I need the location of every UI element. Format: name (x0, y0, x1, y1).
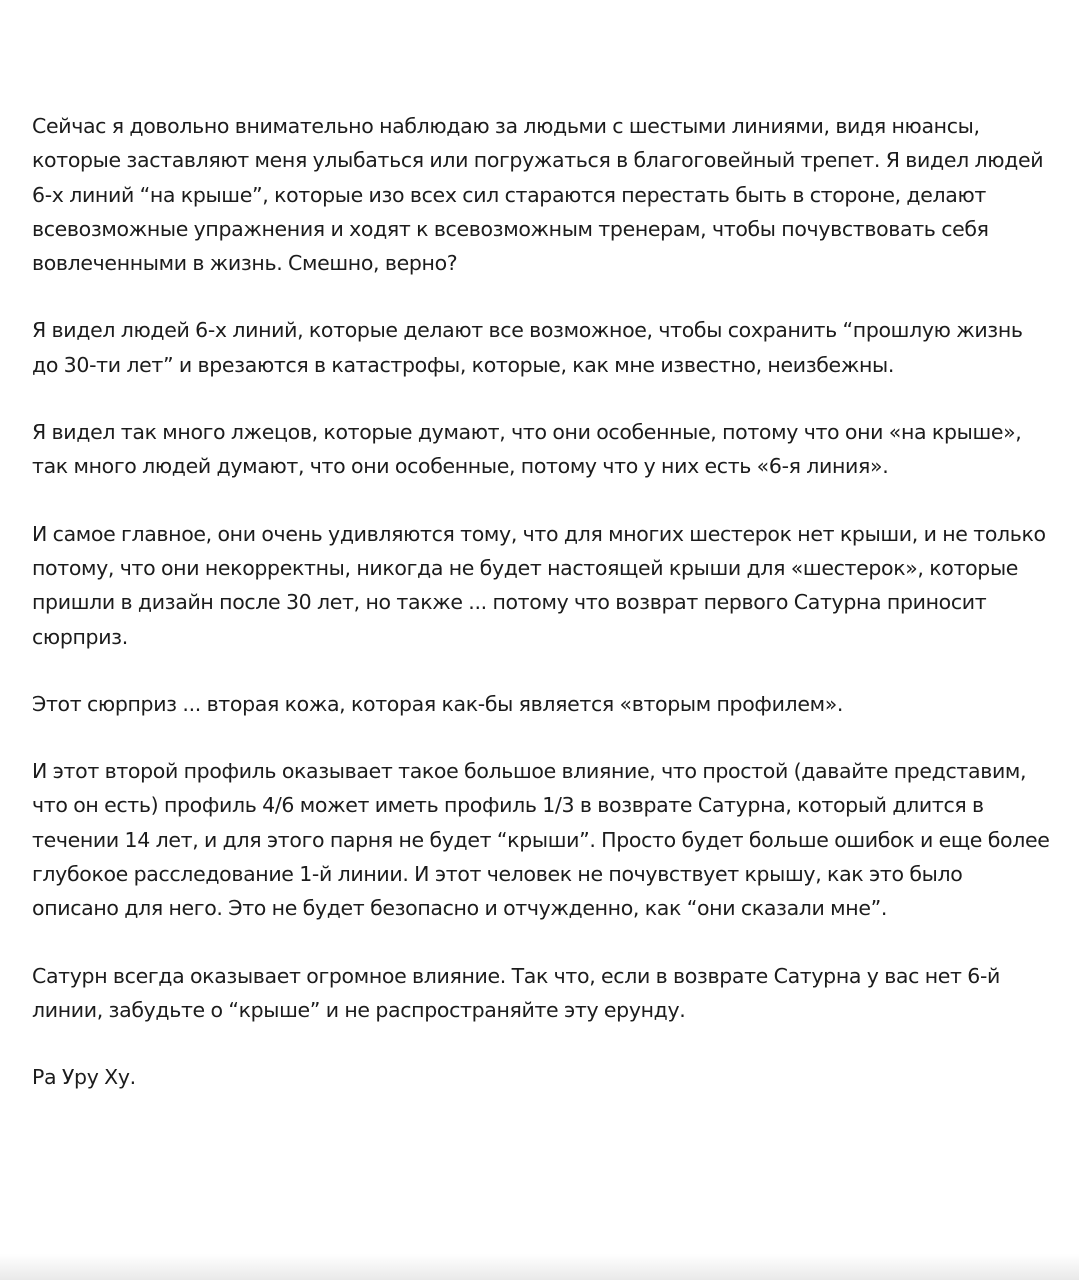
document-body (32, 109, 1052, 1128)
paragraph-3: Я видел так много лжецов, которые думают, что они особенные, потому что они «на крыше», так много людей думают, что они особенные, потому что у них есть «6-я линия». (32, 420, 1022, 479)
paragraph-5: Этот сюрприз ... вторая кожа, которая как-бы является «вторым профилем». (32, 691, 844, 716)
paragraph-7: Сатурн всегда оказывает огромное влияние. Так что, если в возврате Сатурна у вас нет 6-й линии, забудьте о “крыше” и не распространяйте эту ерунду. (32, 963, 1001, 1022)
paragraph-1: Сейчас я довольно внимательно наблюдаю за людьми с шестыми линиями, видя нюансы, которые заставляют меня улыбаться или погружаться в благоговейный трепет. Я видел людей 6-х линий “на крыше”, которые изо всех сил стараются перестать быть в стороне, делают всевозможные упражнения и ходят к всевозможным тренерам, чтобы почувствовать себя вовлеченными в жизнь. Смешно, верно? (32, 114, 1044, 276)
paragraph-2: Я видел людей 6-х линий, которые делают все возможное, чтобы сохранить “прошлую жизнь до 30-ти лет” и врезаются в катастрофы, которые, как мне известно, неизбежны. (32, 318, 1023, 377)
paragraph-6: И этот второй профиль оказывает такое большое влияние, что простой (давайте представим, что он есть) профиль 4/6 может иметь профиль 1/3 в возврате Сатурна, который длится в течении 14 лет, и для этого парня не будет “крыши”. Просто будет больше ошибок и еще более глубокое расследование 1-й линии. И этот человек не почувствует крышу, как это было описано для него. Это не будет безопасно и отчужденно, как “они сказали мне”. (32, 759, 1050, 921)
author-signature: Ра Уру Ху. (32, 1065, 136, 1090)
bottom-edge-shadow (0, 1254, 1079, 1280)
paragraph-4: И самое главное, они очень удивляются тому, что для многих шестерок нет крыши, и не только потому, что они некорректны, никогда не будет настоящей крыши для «шестерок», которые пришли в дизайн после 30 лет, но также ... потому что возврат первого Сатурна приносит сюрприз. (32, 521, 1046, 649)
